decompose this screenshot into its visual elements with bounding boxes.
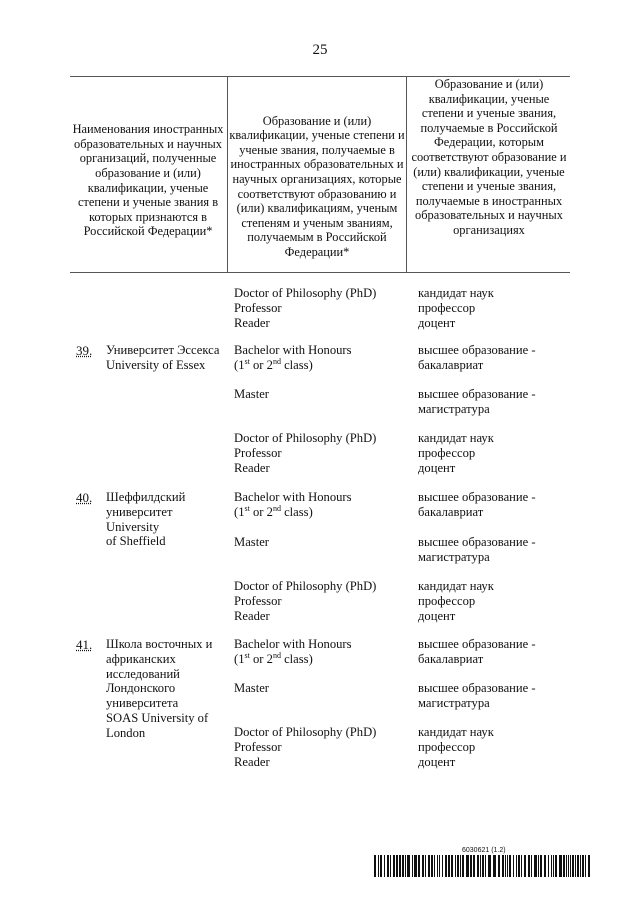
continuation-ru: кандидат наук профессор доцент xyxy=(418,286,494,330)
row-organization: Университет Эссекса University of Essex xyxy=(106,343,220,372)
row-phd: Doctor of Philosophy (PhD) Professor Reader xyxy=(234,725,377,769)
row-master: Master xyxy=(234,681,269,695)
barcode-icon xyxy=(374,855,592,877)
page-number: 25 xyxy=(312,42,328,58)
row-phd-ru: кандидат наук профессор доцент xyxy=(418,579,494,623)
row-bachelor-ru: высшее образование - бакалавриат xyxy=(418,637,536,666)
header-col-russian-qualifications: Образование и (или) квалификации, ученые степени и ученые звания, получаемые в Российской Федерации, которым соответствуют образование и (или) квалификации, ученые степени и ученые звания, получаемые в иностранных образовательных и научных организациях xyxy=(406,77,571,272)
row-bachelor-ru: высшее образование - бакалавриат xyxy=(418,490,536,519)
row-master: Master xyxy=(234,387,269,401)
continuation-foreign: Doctor of Philosophy (PhD) Professor Reader xyxy=(234,286,377,330)
row-bachelor: Bachelor with Honours (1st or 2nd class) xyxy=(234,637,352,666)
row-master-ru: высшее образование - магистратура xyxy=(418,535,536,564)
row-number: 41. xyxy=(76,637,93,652)
row-number: 39. xyxy=(76,343,93,358)
row-master-ru: высшее образование - магистратура xyxy=(418,681,536,710)
row-number: 40. xyxy=(76,490,93,505)
row-bachelor-ru: высшее образование - бакалавриат xyxy=(418,343,536,372)
table-header xyxy=(70,76,570,273)
row-master: Master xyxy=(234,535,269,549)
row-organization: Шеффилдский университет University of Sheffield xyxy=(106,490,186,549)
row-bachelor: Bachelor with Honours (1st or 2nd class) xyxy=(234,490,352,519)
row-phd: Doctor of Philosophy (PhD) Professor Reader xyxy=(234,579,377,623)
row-phd: Doctor of Philosophy (PhD) Professor Reader xyxy=(234,431,377,475)
row-organization: Школа восточных и африканских исследований Лондонского университета SOAS University of London xyxy=(106,637,213,740)
row-phd-ru: кандидат наук профессор доцент xyxy=(418,431,494,475)
row-bachelor: Bachelor with Honours (1st or 2nd class) xyxy=(234,343,352,372)
header-col-foreign-qualifications: Образование и (или) квалификации, ученые степени и ученые звания, получаемые в иностранных образовательных и научных организациях, которые соответствуют образованию и (или) квалификациям, ученым степеням и ученым званиям, получаемым в Российской Федерации* xyxy=(227,77,406,272)
row-master-ru: высшее образование - магистратура xyxy=(418,387,536,416)
header-col-foreign-organizations: Наименования иностранных образовательных и научных организаций, полученные образование и (или) квалификации, ученые степени и ученые звания в которых признаются в Российской Федерации* xyxy=(72,122,224,239)
barcode-label: 6030621 (1.2) xyxy=(462,847,506,854)
row-phd-ru: кандидат наук профессор доцент xyxy=(418,725,494,769)
